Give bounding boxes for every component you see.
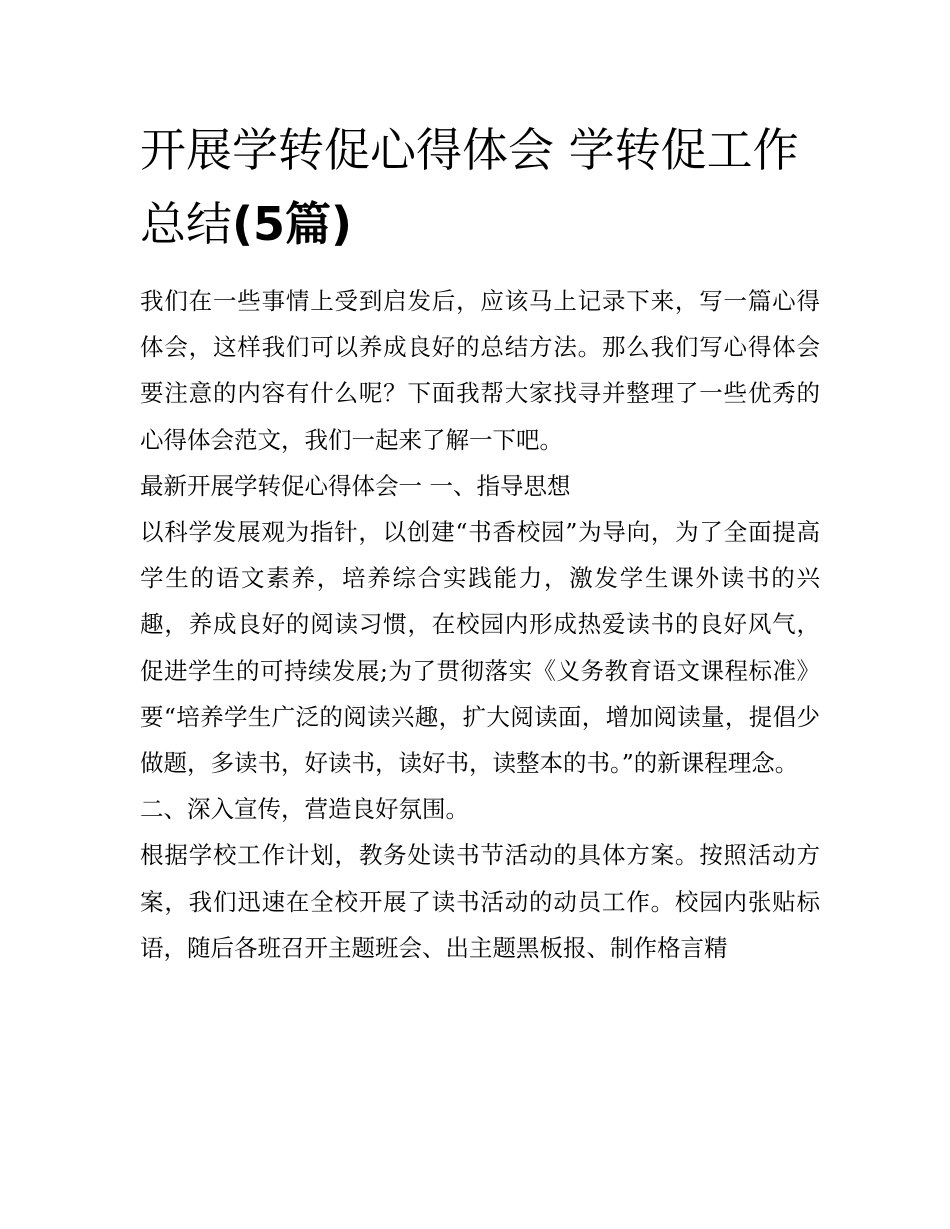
section-heading-guiding-ideology: 最新开展学转促心得体会一 一、指导思想 <box>140 471 571 500</box>
document-title: 开展学转促心得体会 学转促工作总结(5篇) <box>140 123 799 251</box>
publicity-paragraph: 根据学校工作计划，教务处读书节活动的具体方案。按照活动方案，我们迅速在全校开展了读书活动的动员工作。校园内张贴标语，随后各班召开主题班会、出主题黑板报、制作格言精 <box>140 841 820 962</box>
title-count: (5篇) <box>232 197 353 251</box>
guiding-ideology-paragraph: 以科学发展观为指针，以创建“书香校园”为导向，为了全面提高学生的语文素养，培养综合实践能力，激发学生课外读书的兴趣，养成良好的阅读习惯，在校园内形成热爱读书的良好风气，促进学生的可持续发展;为了贯彻落实《义务教育语文课程标准》要“培养学生广泛的阅读兴趣，扩大阅读面，增加阅读量，提倡少做题，多读书，好读书，读好书，读整本的书。”的新课程理念。 <box>140 518 820 778</box>
document-body <box>140 278 820 971</box>
section-heading-publicity: 二、深入宣传，营造良好氛围。 <box>140 795 469 824</box>
intro-paragraph: 我们在一些事情上受到启发后，应该马上记录下来，写一篇心得体会，这样我们可以养成良好的总结方法。那么我们写心得体会要注意的内容有什么呢？下面我帮大家找寻并整理了一些优秀的心得体会范文，我们一起来了解一下吧。 <box>140 287 820 454</box>
